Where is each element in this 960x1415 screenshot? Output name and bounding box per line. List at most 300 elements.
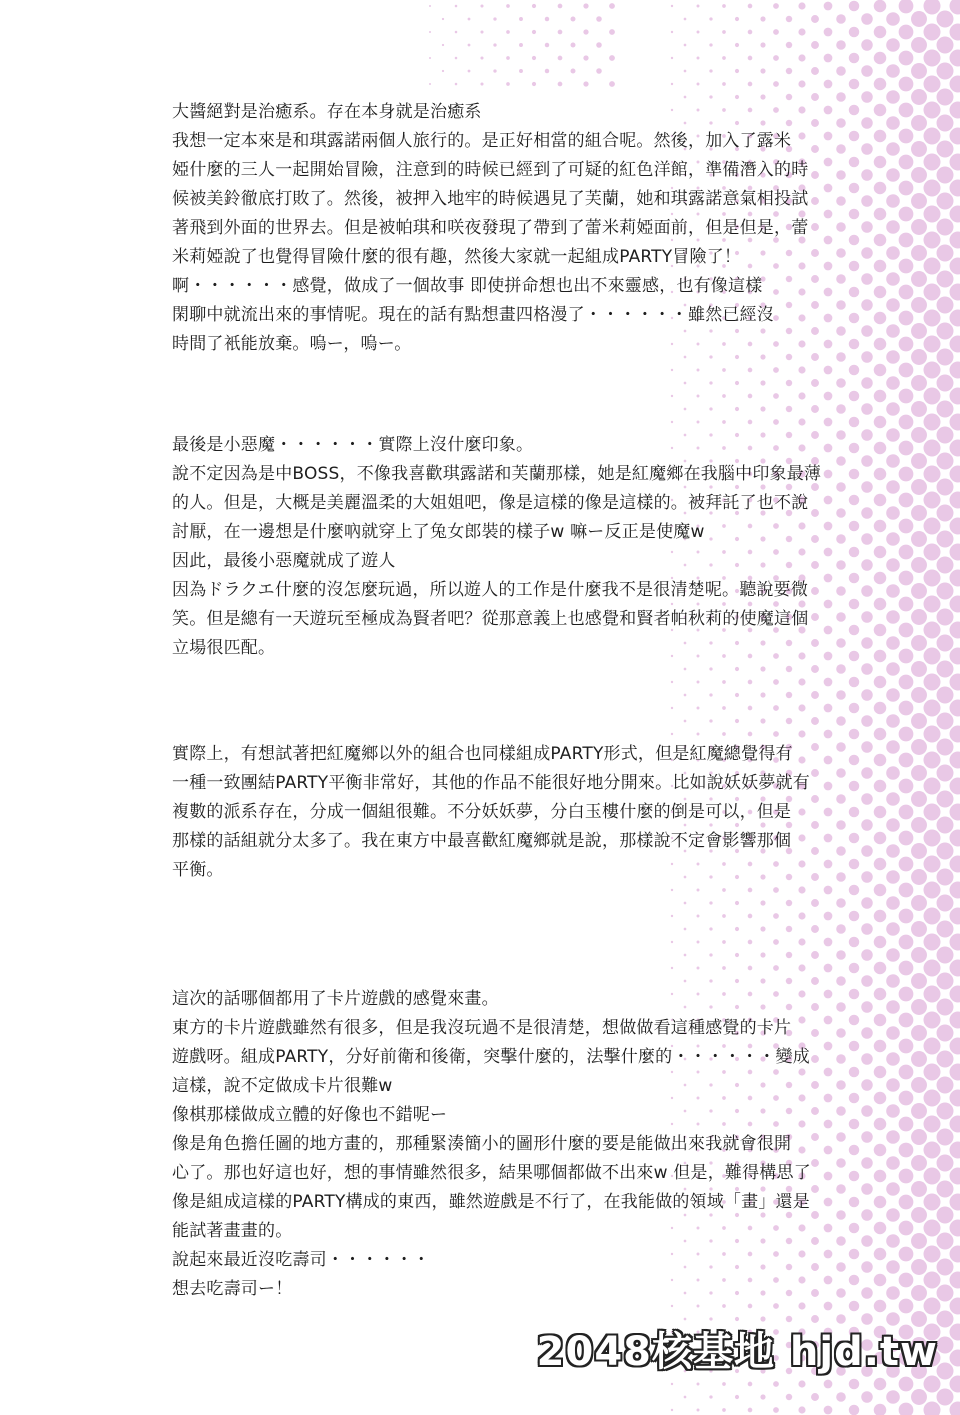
halftone-dot [861,351,872,362]
halftone-dot [684,954,687,957]
text-line: 因此，最後小惡魔就成了遊人 [172,551,396,571]
halftone-dot [911,401,927,417]
halftone-dot [886,948,900,962]
halftone-dot [899,389,914,404]
halftone-dot [849,703,860,714]
halftone-dot [861,455,872,466]
halftone-dot [950,336,960,353]
halftone-dot [773,679,779,685]
halftone-dot [874,468,887,481]
halftone-dot [886,454,900,468]
text-line: 像是角色擔任圖的地方畫的，那種緊湊簡小的圖形什麼的要是能做出來我就會很開 [172,1134,792,1154]
halftone-dot [824,938,833,947]
halftone-dot [811,951,819,959]
halftone-dot [924,960,941,977]
halftone-dot [899,519,914,534]
halftone-dot [798,1380,805,1387]
halftone-dot [849,911,860,922]
halftone-dot [748,1408,753,1413]
halftone-dot [824,366,833,375]
halftone-dot [911,193,927,209]
halftone-dot [722,914,726,918]
halftone-dot [760,952,765,957]
halftone-dot [442,18,444,20]
halftone-dot [824,418,833,427]
halftone-dot [824,1380,833,1389]
halftone-dot [709,953,712,956]
halftone-dot [911,713,927,729]
halftone-dot [950,1402,960,1415]
halftone-dot [671,1383,673,1385]
halftone-dot [811,925,819,933]
halftone-dot [811,665,819,673]
halftone-dot [937,531,954,548]
halftone-dot [874,572,887,585]
halftone-dot [722,1382,726,1386]
halftone-dot [937,635,954,652]
halftone-dot [899,753,914,768]
halftone-dot [899,337,914,352]
text-line: 想去吃壽司ー！ [172,1279,293,1299]
halftone-dot [824,54,833,63]
halftone-dot [886,376,900,390]
halftone-dot [684,694,687,697]
halftone-dot [886,1234,900,1248]
halftone-dot [811,41,819,49]
halftone-dot [937,453,954,470]
halftone-dot [836,66,846,76]
halftone-dot [824,730,833,739]
halftone-dot [722,368,726,372]
halftone-dot [861,1391,872,1402]
halftone-dot [519,69,523,73]
halftone-dot [911,1129,927,1145]
halftone-dot [899,1377,914,1392]
halftone-dot [937,973,954,990]
halftone-dot [874,260,887,273]
halftone-dot [924,596,941,613]
halftone-dot [684,1396,687,1399]
halftone-dot [874,702,887,715]
halftone-dot [735,381,739,385]
halftone-dot [455,31,458,34]
halftone-dot [861,39,872,50]
halftone-dot [874,208,887,221]
halftone-dot [950,1012,960,1029]
halftone-dot [950,362,960,379]
text-line: 遊戲呀。組成PARTY，分好前衛和後衛，突擊什麼的，法擊什麼的・・・・・・變成 [172,1047,810,1067]
halftone-dot [697,733,700,736]
halftone-dot [861,949,872,960]
halftone-dot [532,56,536,60]
halftone-dot [735,979,739,983]
halftone-dot [861,1053,872,1064]
halftone-dot [924,648,941,665]
halftone-dot [950,830,960,847]
text-line: 候被美鈴徹底打敗了。然後，被押入地牢的時候遇見了芙蘭，她和琪露諾意氣相投試 [172,189,809,209]
halftone-dot [899,961,914,976]
halftone-dot [924,1402,941,1415]
halftone-dot [874,390,887,403]
halftone-dot [874,1378,887,1391]
halftone-dot [671,915,673,917]
halftone-dot [911,1077,927,1093]
halftone-dot [899,779,914,794]
halftone-dot [899,935,914,950]
halftone-dot [836,664,846,674]
halftone-dot [899,0,914,13]
paragraph-party-format [172,740,852,885]
halftone-dot [874,624,887,637]
halftone-dot [950,700,960,717]
halftone-dot [824,678,833,687]
text-line: 一種一致團結PARTY平衡非常好，其他的作品不能很好地分開來。比如說妖妖夢就有 [172,773,810,793]
halftone-dot [748,30,753,35]
halftone-dot [709,1395,712,1398]
halftone-dot [950,1298,960,1315]
halftone-dot [937,1363,954,1380]
halftone-dot [924,934,941,951]
halftone-dot [824,80,833,89]
halftone-dot [924,388,941,405]
halftone-dot [480,30,483,33]
halftone-dot [697,31,700,34]
halftone-dot [924,24,941,41]
paragraph-little-devil [172,431,852,663]
halftone-dot [798,392,805,399]
halftone-dot [911,921,927,937]
halftone-dot [950,1090,960,1107]
halftone-dot [429,5,431,7]
halftone-dot [924,1142,941,1159]
halftone-dot [760,900,765,905]
halftone-dot [886,1052,900,1066]
halftone-dot [924,310,941,327]
halftone-dot [937,817,954,834]
halftone-dot [748,4,753,9]
halftone-dot [697,1383,700,1386]
halftone-dot [861,1261,872,1272]
halftone-dot [950,934,960,951]
halftone-dot [886,506,900,520]
halftone-dot [874,598,887,611]
halftone-dot [899,415,914,430]
halftone-dot [722,4,726,8]
halftone-dot [874,1066,887,1079]
halftone-dot [849,365,860,376]
halftone-dot [760,666,765,671]
halftone-dot [735,667,739,671]
halftone-dot [911,11,927,27]
halftone-dot [950,128,960,145]
halftone-dot [924,180,941,197]
halftone-dot [886,610,900,624]
halftone-dot [671,681,673,683]
halftone-dot [811,67,819,75]
halftone-dot [709,381,712,384]
halftone-dot [886,1026,900,1040]
halftone-dot [671,369,673,371]
halftone-dot [861,1209,872,1220]
halftone-dot [937,1103,954,1120]
halftone-dot [874,1274,887,1287]
halftone-dot [861,715,872,726]
halftone-dot [671,707,673,709]
halftone-dot [836,716,846,726]
halftone-dot [911,1181,927,1197]
halftone-dot [849,963,860,974]
halftone-dot [874,234,887,247]
halftone-dot [886,246,900,260]
halftone-dot [786,978,792,984]
halftone-dot [874,442,887,455]
halftone-dot [874,936,887,949]
halftone-dot [748,1304,753,1309]
halftone-dot [924,544,941,561]
halftone-dot [874,1118,887,1131]
halftone-dot [798,938,805,945]
halftone-dot [924,1064,941,1081]
halftone-dot [911,687,927,703]
halftone-dot [924,102,941,119]
halftone-dot [950,50,960,67]
halftone-dot [899,207,914,222]
halftone-dot [735,953,739,957]
halftone-dot [709,667,712,670]
halftone-dot [709,69,712,72]
halftone-dot [937,1285,954,1302]
halftone-dot [886,220,900,234]
halftone-dot [874,1170,887,1183]
halftone-dot [950,518,960,535]
halftone-dot [950,0,960,15]
halftone-dot [709,693,712,696]
halftone-dot [697,83,700,86]
halftone-dot [899,441,914,456]
halftone-dot [899,233,914,248]
halftone-dot [874,26,887,39]
halftone-dot [811,717,819,725]
halftone-dot [811,977,819,985]
text-line: 米莉婭說了也覺得冒險什麼的很有趣，然後大家就一起組成PARTY冒險了！ [172,247,742,267]
halftone-dot [697,1305,700,1308]
halftone-dot [760,926,765,931]
halftone-dot [924,1194,941,1211]
halftone-dot [924,1246,941,1263]
halftone-dot [684,18,687,21]
halftone-dot [886,12,900,26]
text-line: 的人。但是，大概是美麗溫柔的大姐姐吧，像是這樣的像是這樣的。被拜託了也不說 [172,493,809,513]
halftone-dot [950,726,960,743]
halftone-dot [924,336,941,353]
halftone-dot [532,30,536,34]
text-line: 那樣的話組就分太多了。我在東方中最喜歡紅魔鄉就是說，那樣說不定會影響那個 [172,831,792,851]
halftone-dot [684,902,687,905]
text-line: 說起來最近沒吃壽司・・・・・・ [172,1250,430,1270]
halftone-dot [480,56,483,59]
halftone-dot [911,999,927,1015]
halftone-dot [671,889,673,891]
halftone-dot [874,858,887,871]
halftone-dot [874,364,887,377]
halftone-dot [861,1131,872,1142]
halftone-dot [824,886,833,895]
halftone-dot [455,83,458,86]
halftone-dot [911,869,927,885]
halftone-dot [899,1013,914,1028]
halftone-dot [836,1392,846,1402]
halftone-dot [748,82,753,87]
halftone-dot [924,856,941,873]
halftone-dot [911,973,927,989]
halftone-dot [950,76,960,93]
halftone-dot [924,0,941,15]
halftone-dot [950,1220,960,1237]
halftone-dot [886,792,900,806]
halftone-dot [570,42,575,47]
halftone-dot [937,1181,954,1198]
halftone-dot [950,648,960,665]
halftone-dot [911,1207,927,1223]
halftone-dot [874,1144,887,1157]
halftone-dot [950,1246,960,1263]
halftone-dot [886,870,900,884]
halftone-dot [874,1092,887,1105]
halftone-dot [886,1130,900,1144]
halftone-dot [773,887,779,893]
halftone-dot [899,1065,914,1080]
halftone-dot [874,182,887,195]
halftone-dot [886,844,900,858]
text-line: 複數的派系存在，分成一個組很難。不分妖妖夢，分白玉樓什麼的倒是可以，但是 [172,802,792,822]
halftone-dot [950,882,960,899]
halftone-dot [722,966,726,970]
halftone-dot [950,960,960,977]
halftone-dot [429,31,431,33]
halftone-dot [886,168,900,182]
halftone-dot [874,312,887,325]
halftone-dot [911,219,927,235]
halftone-dot [950,1324,960,1341]
halftone-dot [899,493,914,508]
halftone-dot [911,245,927,261]
halftone-dot [911,297,927,313]
halftone-dot [911,583,927,599]
halftone-dot [861,1027,872,1038]
halftone-dot [899,1299,914,1314]
halftone-dot [861,91,872,102]
halftone-dot [861,143,872,154]
halftone-dot [773,913,779,919]
halftone-dot [874,520,887,533]
halftone-dot [911,817,927,833]
halftone-dot [786,666,792,672]
halftone-dot [899,129,914,144]
halftone-dot [861,819,872,830]
halftone-dot [924,440,941,457]
halftone-dot [899,77,914,92]
halftone-dot [786,68,792,74]
halftone-dot [824,912,833,921]
halftone-dot [861,13,872,24]
halftone-dot [861,767,872,778]
halftone-dot [722,420,726,424]
halftone-dot [886,1104,900,1118]
halftone-dot [773,81,779,87]
halftone-dot [874,1040,887,1053]
halftone-dot [861,793,872,804]
halftone-dot [911,791,927,807]
text-line: 討厭，在一邊想是什麼吶就穿上了兔女郎裝的樣子w 嘛ー反正是使魔w [172,522,705,542]
text-line: 能試著畫畫的。 [172,1221,293,1241]
halftone-dot [950,154,960,171]
halftone-dot [773,393,779,399]
halftone-dot [886,922,900,936]
halftone-dot [911,479,927,495]
halftone-dot [886,740,900,754]
halftone-dot [937,1077,954,1094]
halftone-dot [836,690,846,700]
halftone-dot [786,1394,792,1400]
halftone-dot [886,90,900,104]
halftone-dot [937,739,954,756]
halftone-dot [519,17,523,21]
halftone-dot [937,999,954,1016]
halftone-dot [899,987,914,1002]
text-line: 笑。但是總有一天遊玩至極成為賢者吧？從那意義上也感覺和賢者帕秋莉的使魔這個 [172,609,809,629]
halftone-dot [786,926,792,932]
halftone-dot [950,1168,960,1185]
halftone-dot [824,704,833,713]
halftone-dot [899,857,914,872]
halftone-dot [849,1405,860,1415]
halftone-dot [911,1389,927,1405]
halftone-dot [874,884,887,897]
halftone-dot [849,27,860,38]
halftone-dot [950,908,960,925]
halftone-dot [874,728,887,741]
halftone-dot [861,1105,872,1116]
halftone-dot [849,417,860,428]
halftone-dot [911,765,927,781]
halftone-dot [532,4,536,8]
halftone-dot [570,16,575,21]
halftone-dot [735,69,739,73]
halftone-dot [722,732,726,736]
halftone-dot [773,1407,779,1413]
halftone-dot [886,428,900,442]
halftone-dot [911,739,927,755]
halftone-dot [899,571,914,586]
halftone-dot [735,17,739,21]
text-line: 婭什麼的三人一起開始冒險，注意到的時候已經到了可疑的紅色洋館，準備潛入的時 [172,160,809,180]
halftone-dot [899,259,914,274]
halftone-dot [722,1304,726,1308]
halftone-dot [861,1235,872,1246]
halftone-dot [849,937,860,948]
halftone-dot [545,43,549,47]
halftone-dot [950,1116,960,1133]
halftone-dot [786,42,792,48]
halftone-dot [937,297,954,314]
halftone-dot [924,674,941,691]
halftone-dot [924,804,941,821]
halftone-dot [937,219,954,236]
halftone-dot [773,965,779,971]
halftone-dot [886,766,900,780]
halftone-dot [596,16,602,22]
halftone-dot [760,406,765,411]
